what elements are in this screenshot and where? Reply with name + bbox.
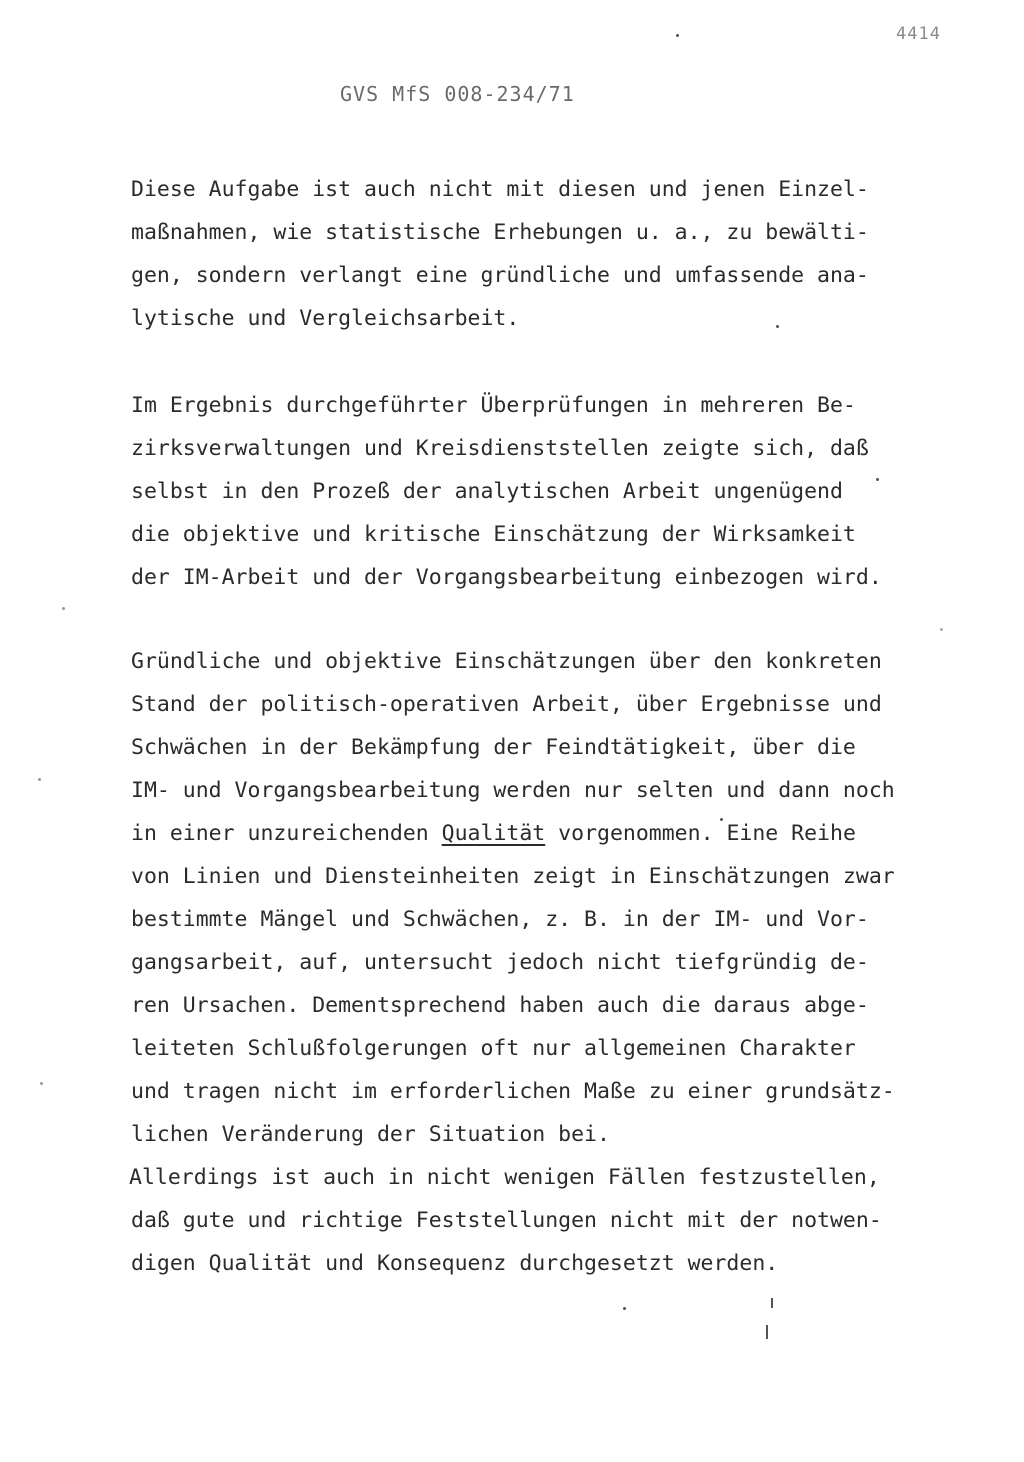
text-line: und tragen nicht im erforderlichen Maße zu einer grundsätz- (131, 1079, 895, 1104)
text-line: zirksverwaltungen und Kreisdienststellen zeigte sich, daß (131, 436, 869, 461)
scan-speck (623, 1307, 626, 1310)
scan-speck (940, 628, 943, 631)
page-number: 4414 (896, 24, 941, 44)
text-line: selbst in den Prozeß der analytischen Arbeit ungenügend (131, 479, 843, 504)
scan-speck (766, 1325, 768, 1339)
document-header: GVS MfS 008-234/71 (340, 82, 575, 106)
text-line: Im Ergebnis durchgeführter Überprüfungen in mehreren Be- (131, 393, 856, 418)
underlined-word: Qualität (441, 821, 546, 846)
text-line: der IM-Arbeit und der Vorgangsbearbeitung einbezogen wird. (131, 565, 882, 590)
line-prefix: in einer unzureichenden (131, 821, 442, 846)
scan-speck (876, 478, 879, 481)
text-line: maßnahmen, wie statistische Erhebungen u. a., zu bewälti- (131, 220, 869, 245)
text-line: gangsarbeit, auf, untersucht jedoch nicht tiefgründig de- (131, 950, 869, 975)
text-line: bestimmte Mängel und Schwächen, z. B. in der IM- und Vor- (131, 907, 869, 932)
text-line-with-underline (131, 812, 931, 855)
text-line: Gründliche und objektive Einschätzungen über den konkreten (131, 649, 882, 674)
scan-speck (771, 1298, 773, 1308)
scan-speck (720, 818, 723, 821)
text-line: Allerdings ist auch in nicht wenigen Fällen festzustellen, (129, 1165, 880, 1190)
text-line: Schwächen in der Bekämpfung der Feindtätigkeit, über die (131, 735, 856, 760)
scan-speck (38, 778, 41, 781)
text-line: ren Ursachen. Dementsprechend haben auch die daraus abge- (131, 993, 869, 1018)
scan-speck (40, 1082, 43, 1085)
paragraph-1 (131, 168, 931, 340)
text-line: lichen Veränderung der Situation bei. (131, 1122, 610, 1147)
text-line: die objektive und kritische Einschätzung der Wirksamkeit (131, 522, 856, 547)
text-line: Stand der politisch-operativen Arbeit, über Ergebnisse und (131, 692, 882, 717)
text-line: daß gute und richtige Feststellungen nicht mit der notwen- (131, 1208, 882, 1233)
line-suffix: vorgenommen. Eine Reihe (545, 821, 856, 846)
scan-speck (62, 607, 65, 610)
text-line: IM- und Vorgangsbearbeitung werden nur selten und dann noch (131, 778, 895, 803)
text-line: von Linien und Diensteinheiten zeigt in Einschätzungen zwar (131, 864, 895, 889)
text-line: Diese Aufgabe ist auch nicht mit diesen und jenen Einzel- (131, 177, 869, 202)
paragraph-3 (131, 640, 931, 1285)
text-line: digen Qualität und Konsequenz durchgesetzt werden. (131, 1251, 779, 1276)
scan-speck (776, 325, 779, 328)
text-line: lytische und Vergleichsarbeit. (131, 306, 520, 331)
text-line: leiteten Schlußfolgerungen oft nur allgemeinen Charakter (131, 1036, 856, 1061)
paragraph-2 (131, 384, 931, 599)
scan-speck (676, 34, 679, 37)
text-line: gen, sondern verlangt eine gründliche und umfassende ana- (131, 263, 869, 288)
